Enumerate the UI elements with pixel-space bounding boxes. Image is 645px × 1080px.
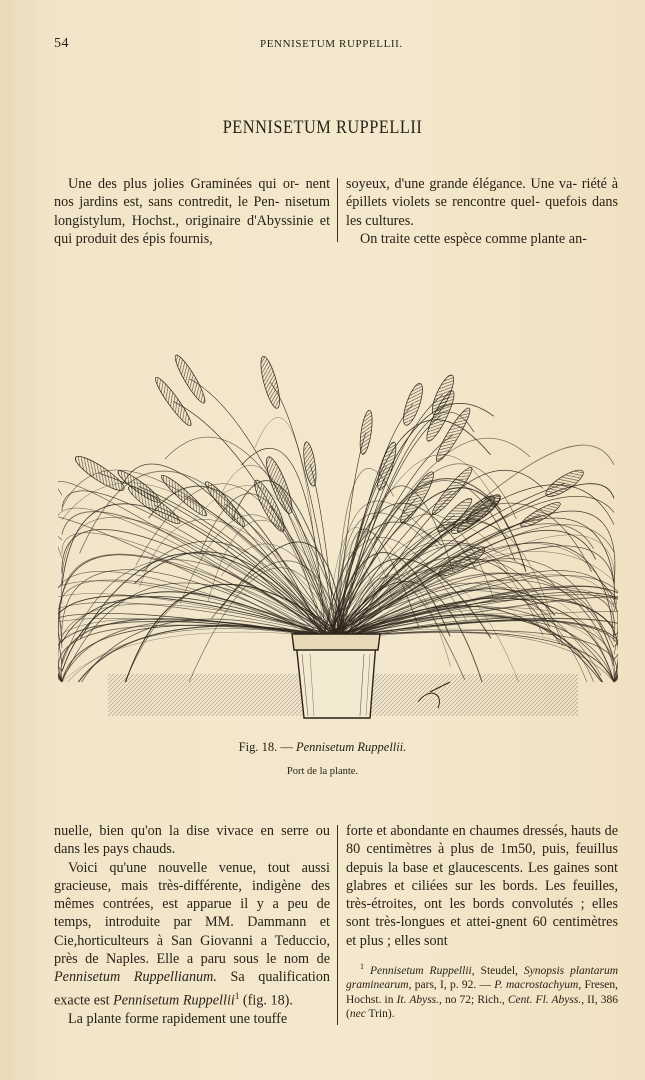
leaf-blade: [344, 598, 614, 682]
paragraph: La plante forme rapidement une touffe: [68, 1010, 288, 1027]
text-line: d'Abyssinie et qui produit des épis fournis,: [54, 212, 331, 247]
footnote-text: Steudel,: [480, 964, 518, 977]
text-run: Cie,horticulteurs à San Giovanni a Teduccio, près de Naples. Elle a paru sous le nom de: [54, 932, 330, 968]
grass-engraving: [58, 282, 618, 722]
paragraph: [54, 859, 330, 1010]
leaf-blade: [60, 554, 342, 641]
footnote-text: no 72; Rich.,: [444, 993, 505, 1006]
leaf-blade: [347, 614, 594, 682]
footnote-number: 1: [360, 962, 364, 972]
paragraph: forte et abondante en chaumes dressés, hauts de 80 centimètres à plus de 1m50, puis, feuillus depuis la base et glaucescents. Les gaines sont glabres et ciliées sur les bords. Les feuilles, très-étroites, ont les bords convolutés ; elles sont très-longues et attei-gnent 60 centimètres et plus ; elles sont: [346, 823, 618, 949]
footnote-mark: 1: [234, 990, 240, 1001]
bottom-right-column: [346, 822, 618, 1022]
caption-label: Fig. 18. —: [238, 740, 293, 754]
paragraph: nuelle, bien qu'on la dise vivace en serre ou dans les pays chauds.: [54, 823, 330, 858]
footnote-work: It. Abyss.,: [396, 993, 442, 1006]
text-line: nisetum longistylum, Hochst., originaire: [54, 194, 331, 229]
paragraph: [346, 175, 618, 230]
footnote-text: pars, I, p. 92. —: [414, 979, 492, 992]
footnote-synonym: P. macrostachyum,: [494, 979, 582, 992]
leaf-blade: [346, 606, 601, 682]
text-run: Sa qualification exacte est: [54, 969, 331, 1009]
text-run: Voici qu'une nouvelle venue, tout aussi gracieuse, mais très-différente, indigène des mêmes contrées, est apparue il y a peu de temps, introduite par MM. Dammann et: [54, 859, 330, 931]
figure-subcaption: Port de la plante.: [286, 766, 359, 777]
caption-species: Pennisetum Ruppellii.: [295, 740, 407, 754]
footnote-text: Trin).: [368, 1008, 395, 1021]
running-head: [54, 36, 615, 52]
text-line: quefois dans les cultures.: [346, 194, 619, 229]
text-run: (fig. 18).: [242, 992, 293, 1009]
plant-illustration: [58, 282, 618, 722]
column-rule: [337, 178, 338, 242]
footnote-text: II, 386 (: [346, 993, 619, 1021]
text-line: riété à épillets violets se rencontre quel-: [346, 176, 619, 211]
footnote-work: Synopsis plantarum graminearum,: [346, 964, 618, 992]
column-rule: [337, 825, 338, 1025]
leaf-blade: [62, 583, 324, 682]
footnote-text: Fresen, Hochst. in: [346, 979, 619, 1006]
text-line: soyeux, d'une grande élégance. Une va-: [346, 176, 578, 192]
paragraph: On traite cette espèce comme plante an-: [360, 230, 587, 247]
text-line: nent nos jardins est, sans contredit, le Pen-: [54, 176, 331, 211]
article-title: PENNISETUM RUPPELLII: [222, 117, 423, 138]
flower-spike: [336, 409, 374, 638]
top-right-column: [346, 175, 618, 248]
page-number: 54: [54, 36, 69, 51]
footnote: [346, 960, 618, 1021]
text-line: Une des plus jolies Graminées qui or-: [68, 176, 300, 192]
running-title: PENNISETUM RUPPELLII.: [260, 38, 403, 50]
species-name: Pennisetum Ruppellii: [113, 992, 235, 1009]
bottom-left-column: [54, 822, 330, 1028]
flower-pot: [292, 634, 380, 718]
flower-spikes: [72, 352, 587, 638]
species-name: Pennisetum Ruppellianum.: [54, 969, 217, 986]
leaf-blade: [255, 417, 324, 638]
footnote-nec: nec: [349, 1008, 366, 1021]
footnote-work: Cent. Fl. Abyss.,: [507, 993, 585, 1006]
paragraph: [54, 175, 330, 248]
figure-caption: [0, 740, 645, 755]
top-left-column: [54, 175, 330, 248]
footnote-species: Pennisetum Ruppellii,: [369, 964, 475, 977]
